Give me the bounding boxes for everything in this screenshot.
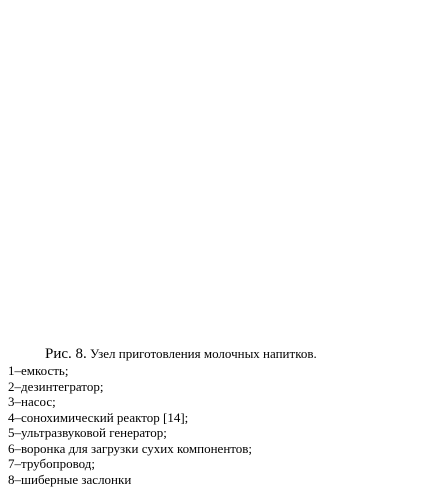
legend-item: 6–воронка для загрузки сухих компонентов; — [8, 440, 253, 456]
figure-title: Узел приготовления молочных напитков. — [90, 346, 317, 361]
legend-item: 1–емкость; — [8, 363, 69, 378]
caption-title-line — [8, 345, 428, 363]
legend-item: 8–шиберные заслонки — [8, 471, 132, 487]
legend-item: 4–сонохимический реактор [14]; — [8, 409, 189, 425]
figure-label: Рис. 8. — [45, 346, 87, 362]
figure-caption — [8, 345, 428, 487]
legend-list — [8, 363, 428, 487]
legend-item: 3–насос; — [8, 394, 56, 409]
legend-item: 5–ультразвуковой генератор; — [8, 425, 167, 440]
legend-item: 7–трубопровод; — [8, 456, 95, 471]
legend-item: 2–дезинтегратор; — [8, 378, 104, 394]
